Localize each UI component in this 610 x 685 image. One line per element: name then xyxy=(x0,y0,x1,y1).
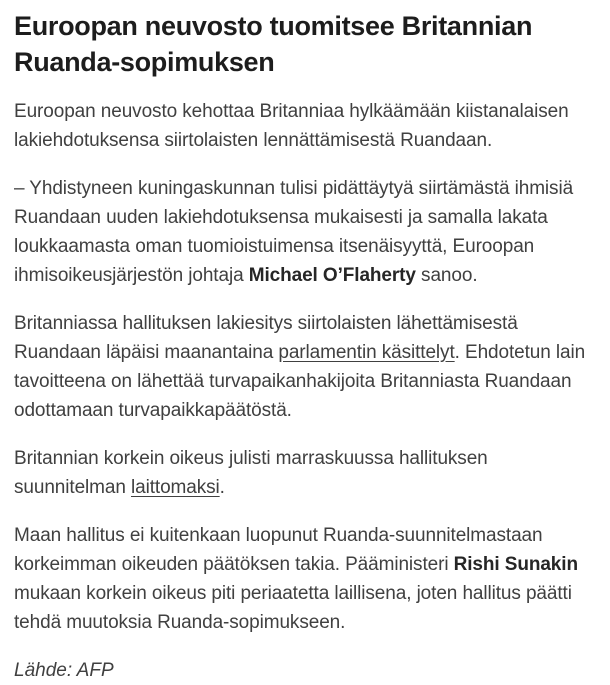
lead-text: Euroopan neuvosto kehottaa Britanniaa hylkäämään kiistanalaisen lakiehdotuksensa siirtolaisten lennättämisestä Ruandaan. xyxy=(14,101,569,151)
parliament-text-pre: Britanniassa hallituksen lakiesitys siirtolaisten lähettämisestä Ruandaan läpäisi maanantaina xyxy=(14,313,518,363)
parliament-text-post: . Ehdotetun lain tavoitteena on lähettää turvapaikanhakijoita Britanniasta Ruandaan odottamaan turvapaikkapäätöstä. xyxy=(14,342,586,421)
article-headline: Euroopan neuvosto tuomitsee Britannian Ruanda-sopimuksen xyxy=(14,11,533,77)
quote-text-post: sanoo. xyxy=(415,265,478,286)
court-text-pre: Britannian korkein oikeus julisti marraskuussa hallituksen suunnitelman xyxy=(14,448,488,498)
parliament-paragraph xyxy=(14,309,595,425)
court-paragraph xyxy=(14,444,595,502)
quote-text-pre: – Yhdistyneen kuningaskunnan tulisi pidättäytyä siirtämästä ihmisiä Ruandaan uuden lakiehdotuksensa mukaisesti ja samalla lakata loukkaamasta oman tuomioistuimensa itsenäisyyttä, Euroopan ihmisoikeusjärjestön johtaja xyxy=(14,178,574,286)
government-text-pre: Maan hallitus ei kuitenkaan luopunut Ruanda-suunnitelmastaan korkeimman oikeuden päätöksen takia. Pääministeri xyxy=(14,525,543,575)
court-text-post: . xyxy=(219,477,225,498)
person-name-sunak: Rishi Sunakin xyxy=(453,554,578,575)
government-paragraph xyxy=(14,521,595,637)
lead-paragraph xyxy=(14,97,595,155)
parliament-proceedings-link[interactable]: parlamentin käsittelyt xyxy=(278,342,455,363)
person-name-oflaherty: Michael O’Flaherty xyxy=(248,265,416,286)
source-attribution: Lähde: AFP xyxy=(14,660,114,681)
government-text-post: mukaan korkein oikeus piti periaatetta laillisena, joten hallitus päätti tehdä muutoksia Ruanda-sopimukseen. xyxy=(14,583,572,633)
unlawful-ruling-link[interactable]: laittomaksi xyxy=(131,477,220,498)
quote-paragraph xyxy=(14,174,595,290)
